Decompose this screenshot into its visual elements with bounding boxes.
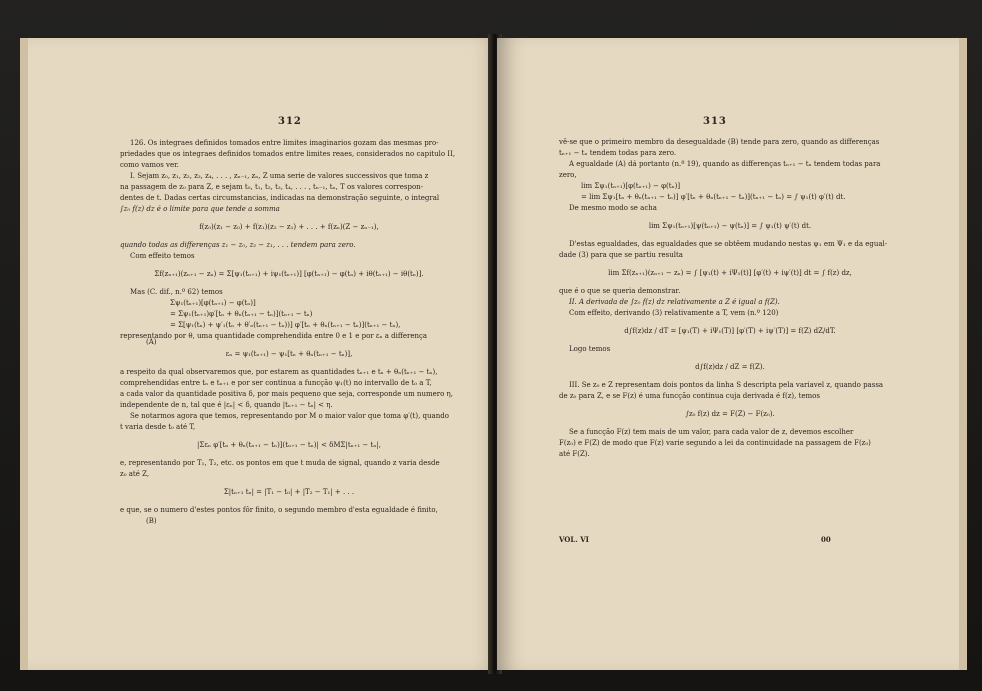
left-line: representando por θ, uma quantidade comprehendida entre 0 e 1 e por εₙ a differença bbox=[120, 332, 428, 340]
left-line: e que, se o numero d'estes pontos fôr finito, o segundo membro d'esta egualdade é finito, bbox=[120, 506, 438, 514]
left-page bbox=[20, 38, 501, 670]
right-line: dade (3) para que se partiu resulta bbox=[559, 251, 683, 259]
left-line: z₀ até Z, bbox=[120, 470, 150, 478]
left-line: Σ|tₙ₊₁ tₙ| = |T₁ − t₀| + |T₂ − T₁| + . . . bbox=[223, 488, 355, 496]
left-line: 126. Os integraes definidos tomados entre limites imaginarios gozam das mesmas pro- bbox=[130, 139, 439, 147]
left-line: quando todas as differenças z₁ − z₀, z₂ − z₁, . . . tendem para zero. bbox=[120, 241, 356, 249]
left-line: |Σεₙ φ′[tₙ + θₙ(tₙ₊₁ − tₙ)](tₙ₊₁ − tₙ)| < δMΣ|tₙ₊₁ − tₙ|, bbox=[197, 441, 381, 449]
left-line: e, representando por T₁, T₂, etc. os pontos em que t muda de signal, quando z varia desde bbox=[120, 459, 440, 467]
right-line: D'estas egualdades, das egualdades que se obtêem mudando nestas ψ₁ em Ψ₁ e da egual- bbox=[569, 240, 888, 248]
right-line: d∫f(z)dz / dT = [ψ₁(T) + iΨ₁(T)] [φ′(T) + iψ′(T)] = f(Z) dZ/dT. bbox=[624, 327, 836, 335]
right-line: vê-se que o primeiro membro da desegualdade (B) tende para zero, quando as differenças bbox=[559, 138, 880, 146]
left-line: Com effeito temos bbox=[130, 252, 195, 260]
right-line: F(z₀) e F(Z) de modo que F(z) varie segundo a lei da continuidade na passagem de F(z₀) bbox=[559, 439, 871, 447]
left-line: = Σ[ψ₁(tₙ) + ψ′₁(tₙ + θ′ₙ(tₙ₊₁ − tₙ))] φ′[tₙ + θₙ(tₙ₊₁ − tₙ)](tₙ₊₁ − tₙ), bbox=[170, 321, 401, 329]
right-line: De mesmo modo se acha bbox=[569, 204, 657, 212]
right-line: Logo temos bbox=[569, 345, 611, 353]
left-line: = Σψ₁(tₙ₊₁)φ′[tₙ + θₙ(tₙ₊₁ − tₙ)](tₙ₊₁ − tₙ) bbox=[170, 310, 313, 318]
left-line: Σψ₁(tₙ₊₁)[φ(tₙ₊₁) − φ(tₙ)] bbox=[170, 299, 256, 307]
left-line: t varia desde t₀ até T, bbox=[120, 423, 196, 431]
equation-label-A: (A) bbox=[146, 338, 157, 346]
left-line: a respeito da qual observaremos que, por estarem as quantidades tₙ₊₁ e tₙ + θₙ(tₙ₊₁ − tₙ), bbox=[120, 368, 438, 376]
right-line: lim Σψ₁(tₙ₊₁)[ψ(tₙ₊₁) − ψ(tₙ)] = ∫ ψ₁(t) ψ′(t) dt. bbox=[648, 222, 812, 230]
footer-signature: 00 bbox=[821, 535, 831, 544]
right-line: d∫f(z)dz / dZ = f(Z). bbox=[695, 363, 765, 371]
right-line: tₙ₊₁ − tₙ tendem todas para zero. bbox=[559, 149, 677, 157]
right-line: Com effeito, derivando (3) relativamente a T, vem (n.º 120) bbox=[569, 309, 779, 317]
left-page-number: 312 bbox=[278, 116, 302, 127]
right-line: zero, bbox=[559, 171, 577, 179]
left-line: como vamos ver. bbox=[120, 161, 179, 169]
right-page-text bbox=[559, 137, 901, 460]
left-line: ∫z₀ f(z) dz é o limite para que tende a somma bbox=[120, 205, 280, 213]
left-line: Mas (C. dif., n.º 62) temos bbox=[130, 288, 223, 296]
left-line: na passagem de z₀ para Z, e sejam t₀, t₁, t₂, t₃, t₄, . . . , tₙ₋₁, tₙ, T os valores correspon- bbox=[120, 183, 424, 191]
left-page-text bbox=[120, 138, 458, 516]
left-line: dentes de t. Dadas certas circumstancias, indicadas na demonstração seguinte, o integral bbox=[120, 194, 440, 202]
footer-volume: VOL. VI bbox=[559, 535, 589, 544]
right-page-number: 313 bbox=[703, 116, 727, 127]
right-line: III. Se z₀ e Z representam dois pontos da linha S descripta pela variavel z, quando passa bbox=[569, 381, 884, 389]
left-line: Σf(zₙ₊₁)(zₙ₊₁ − zₙ) = Σ[ψ₁(tₙ₊₁) + iψ₁(tₙ₊₁)] [φ(tₙ₊₁) − φ(tₙ) + iθ(tₙ₊₁) − iθ(tₙ)]. bbox=[154, 270, 424, 278]
right-line: lim Σψ₁(tₙ₊₁)[φ(tₙ₊₁) − φ(tₙ)] bbox=[581, 182, 681, 190]
left-line: independente de n, tal que é |εₙ| < δ, quando |tₙ₊₁ − tₙ| < η. bbox=[120, 401, 333, 409]
left-line: I. Sejam z₀, z₁, z₂, z₃, z₄, . . . , zₙ₋₁, zₙ, Z uma serie de valores successivos que toma z bbox=[130, 172, 429, 180]
right-line: que é o que se queria demonstrar. bbox=[559, 287, 681, 295]
right-line: Se a funcção F(z) tem mais de um valor, para cada valor de z, devemos escolher bbox=[569, 428, 854, 436]
left-line: f(z₀)(z₁ − z₀) + f(z₁)(z₂ − z₁) + . . . + f(zₙ)(Z − zₙ₋₁), bbox=[199, 223, 379, 231]
right-line: A egualdade (A) dá portanto (n.º 19), quando as differenças tₙ₊₁ − tₙ tendem todas para bbox=[569, 160, 881, 168]
right-line: II. A derivada de ∫z₀ f(z) dz relativamente a Z é igual a f(Z). bbox=[569, 298, 780, 306]
right-line: ∫z₀ f(z) dz = F(Z) − F(z₀). bbox=[685, 410, 775, 418]
left-line: a cada valor da quantidade positiva δ, por mais pequeno que seja, corresponde um numero η, bbox=[120, 390, 453, 398]
right-line: até F(Z). bbox=[559, 450, 590, 458]
left-line: εₙ = ψ₁(tₙ₊₁) − ψ₁[tₙ + θₙ(tₙ₊₁ − tₙ)], bbox=[225, 350, 353, 358]
left-line: priedades que os integraes definidos tomados entre limites reaes, considerados no capitulo II, bbox=[120, 150, 456, 158]
equation-label-B: (B) bbox=[146, 517, 157, 525]
right-line: = lim Σψ₁[tₙ + θₙ(tₙ₊₁ − tₙ)] φ′[tₙ + θₙ(tₙ₊₁ − tₙ)](tₙ₊₁ − tₙ) = ∫ ψ₁(t) φ′(t) dt. bbox=[581, 193, 846, 201]
right-page bbox=[497, 38, 967, 670]
right-line: de z₀ para Z, e se F(z) é uma funcção continua cuja derivada é f(z), temos bbox=[559, 392, 820, 400]
left-line: comprehendidas entre tₙ e tₙ₊₁ e por ser continua a funcção ψ₁(t) no intervallo de t₀ a T, bbox=[120, 379, 432, 387]
left-line: Se notarmos agora que temos, representando por M o maior valor que toma φ′(t), quando bbox=[130, 412, 449, 420]
right-line: lim Σf(zₙ₊₁)(zₙ₊₁ − zₙ) = ∫ [ψ₁(t) + iΨ₁(t)] [φ′(t) + iψ′(t)] dt = ∫ f(z) dz, bbox=[608, 269, 852, 277]
